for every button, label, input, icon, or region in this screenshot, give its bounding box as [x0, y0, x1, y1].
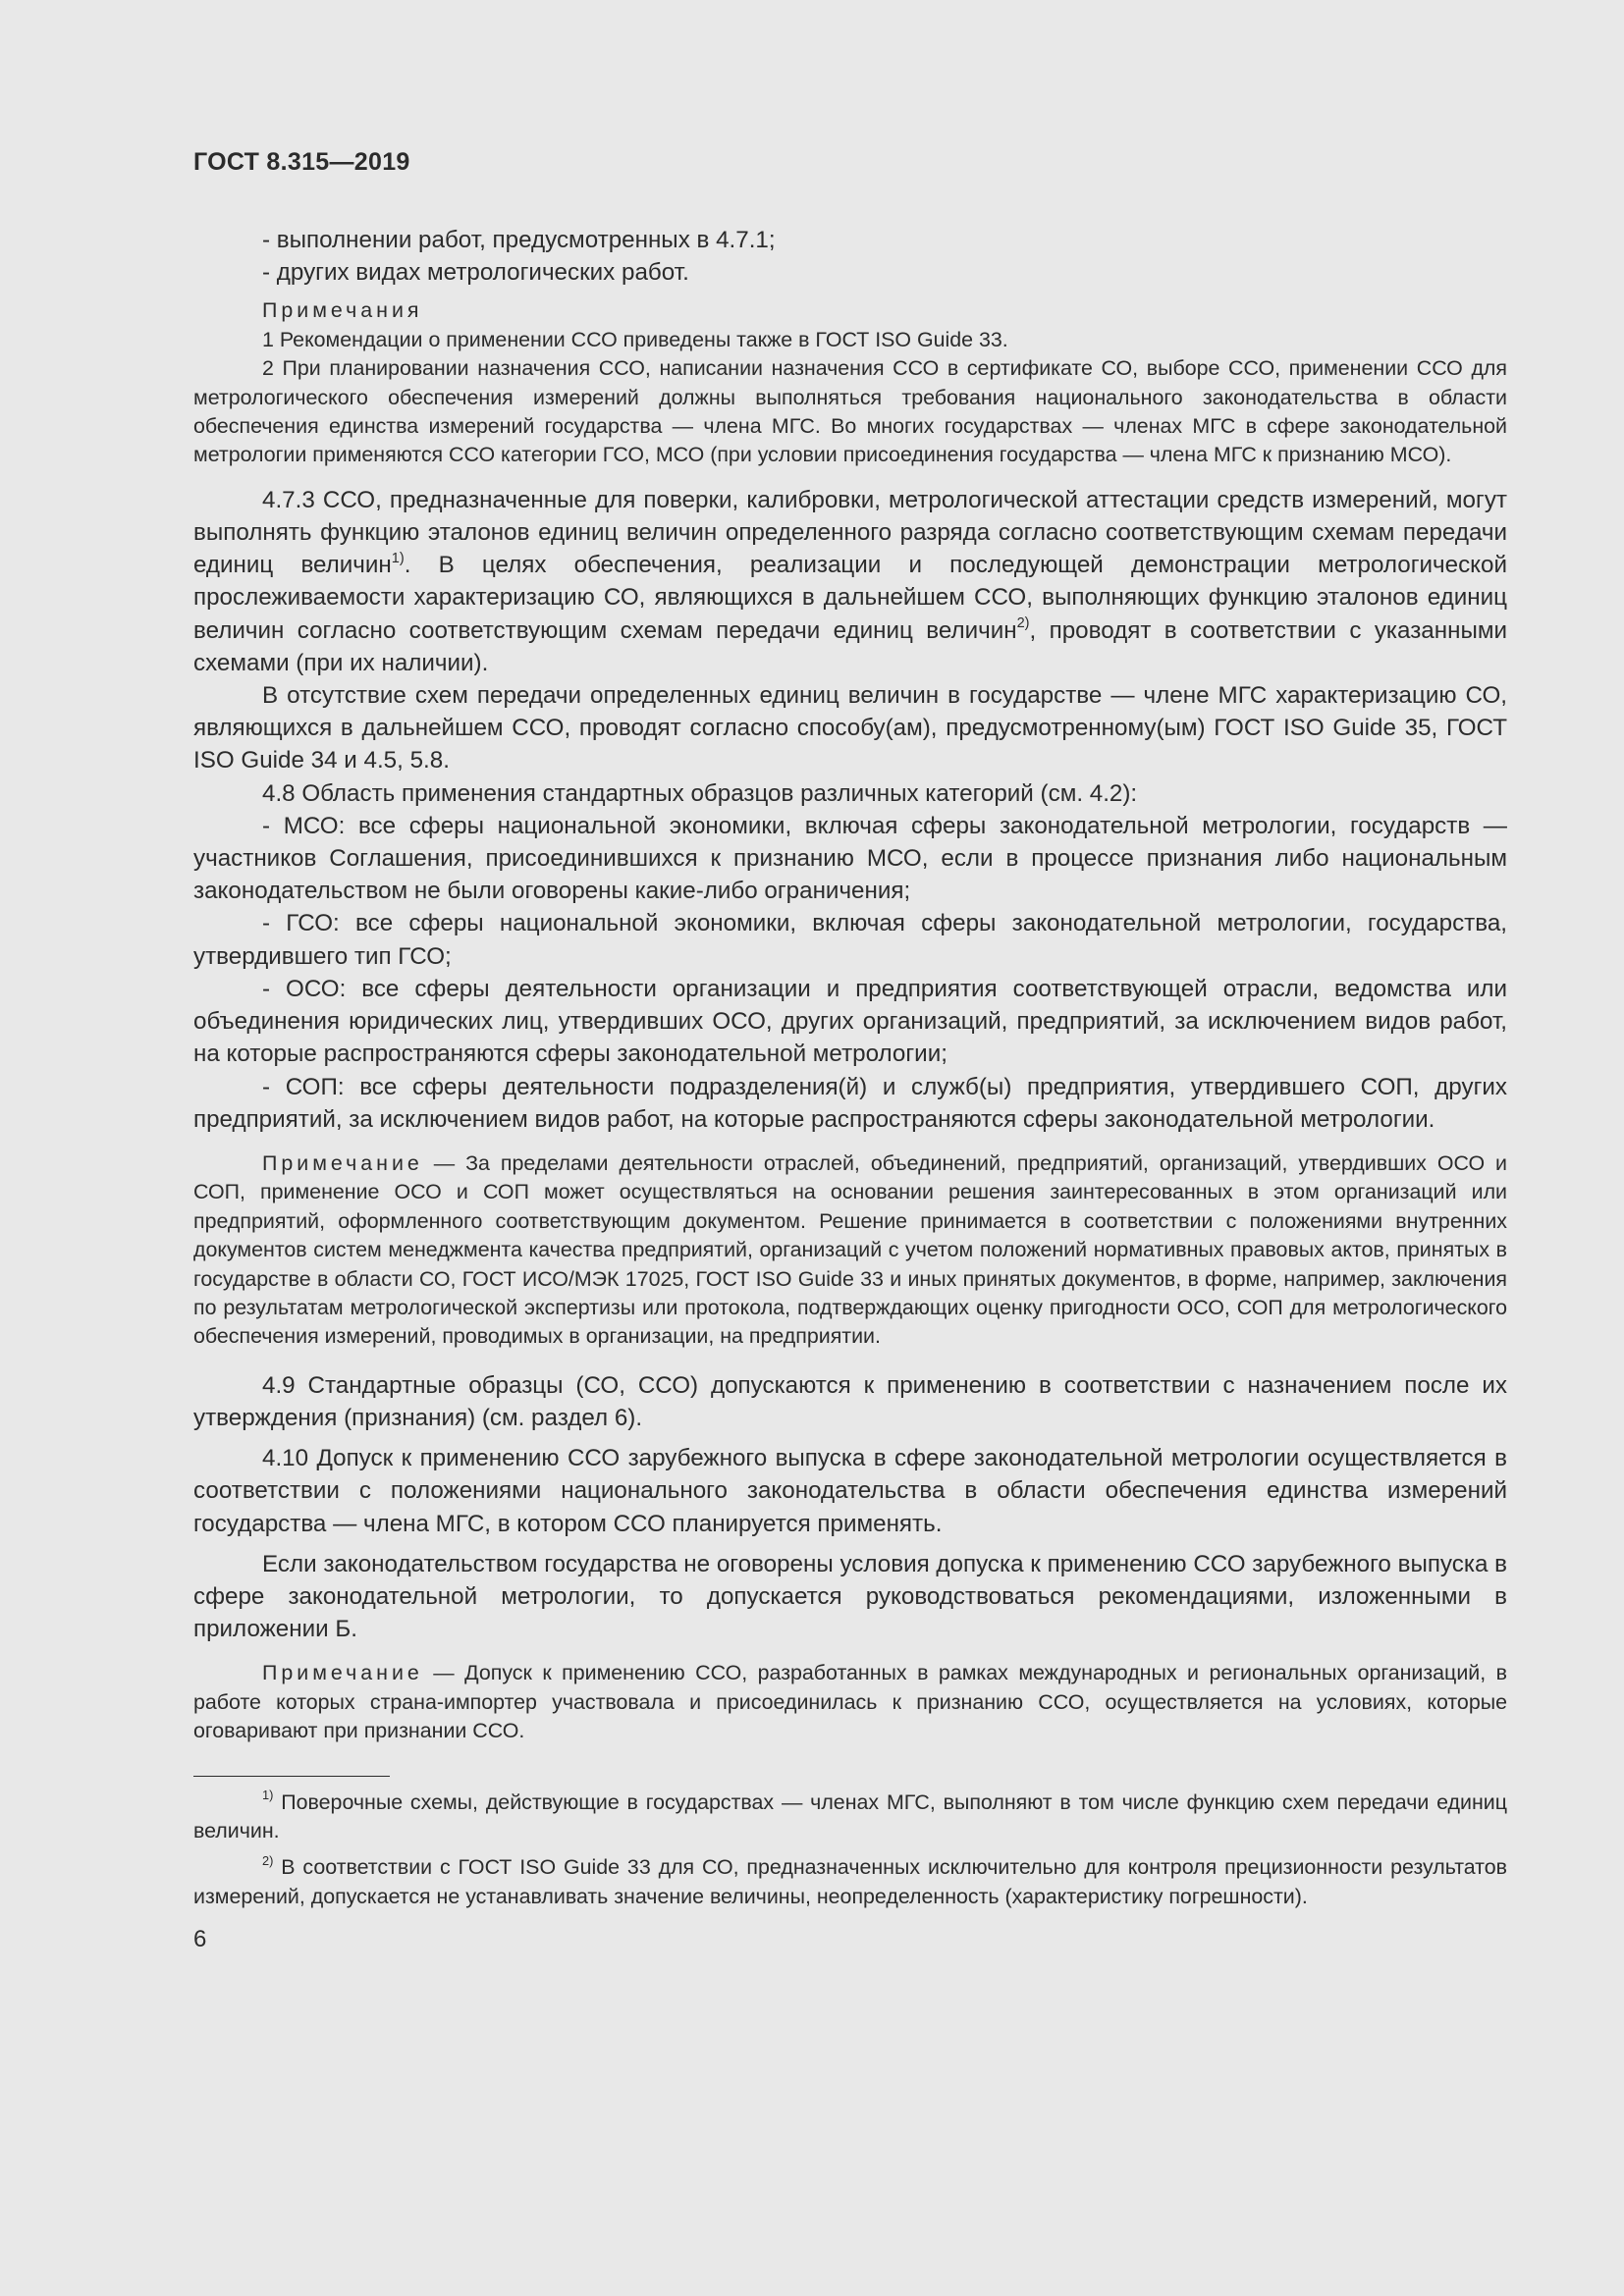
- footnote-2: [193, 1853, 1507, 1911]
- note-after-4-10: [193, 1659, 1507, 1745]
- paragraph-4-7-3-part-a: 4.7.3 ССО, предназначенные для поверки, калибровки, метрологической аттестации средств измерений, могут выполнять функцию эталонов единиц величин определенного разряда согласно соответствующим схемам передачи единиц величин: [193, 486, 1507, 579]
- paragraph-4-8: 4.8 Область применения стандартных образцов различных категорий (см. 4.2):: [262, 779, 1138, 807]
- footnote-1: [193, 1789, 1507, 1846]
- note-after-4-10-title: Примечание: [262, 1661, 423, 1685]
- footnote-1-text: Поверочные схемы, действующие в государствах — членах МГС, выполняют в том числе функцию схем передачи единиц величин.: [193, 1789, 1507, 1842]
- footnote-2-text: В соответствии с ГОСТ ISO Guide 33 для СО, предназначенных исключительно для контроля прецизионности результатов измерений, допускается не устанавливать значение величины, неопределенность (характеристику погрешности).: [193, 1855, 1507, 1908]
- note-2: 2 При планировании назначения ССО, написании назначения ССО в сертификате СО, выборе ССО, применении ССО для метрологического обеспечения измерений должны выполняться требования национального законодательства в области обеспечения единства измерений государства — члена МГС. Во многих государствах — членах МГС в сфере законодательной метрологии применяются ССО категории ГСО, МСО (при условии присоединения государства — члена МГС к признанию МСО).: [193, 356, 1507, 467]
- list-item-gso: - ГСО: все сферы национальной экономики, включая сферы законодательной метрологии, государства, утвердившего тип ГСО;: [193, 910, 1507, 970]
- footnote-ref-1: 1): [391, 550, 405, 566]
- footnote-1-mark: 1): [262, 1788, 274, 1803]
- note-after-4-8-title: Примечание: [262, 1150, 423, 1175]
- paragraph-4-7-3-part-c: , проводят в соответствии с указанными схемами (при их наличии).: [193, 616, 1507, 676]
- list-item-oso: - ОСО: все сферы деятельности организации и предприятия соответствующей отрасли, ведомства или объединения юридических лиц, утвердивших ОСО, других организаций, предприятий, за исключением видов работ, на которые распространяются сферы законодательной метрологии;: [193, 975, 1507, 1068]
- list-item-other-works: - других видах метрологических работ.: [262, 259, 689, 287]
- footnote-ref-2: 2): [1016, 615, 1030, 632]
- notes-title: Примечания: [262, 298, 423, 323]
- list-item-sop: - СОП: все сферы деятельности подразделения(й) и служб(ы) предприятия, утвердившего СОП, других предприятий, за исключением видов работ, на которые распространяются сферы законодательной метрологии.: [193, 1073, 1507, 1133]
- note-1: 1 Рекомендации о применении ССО приведены также в ГОСТ ISO Guide 33.: [262, 327, 1008, 351]
- paragraph-4-7-3: [193, 484, 1507, 679]
- list-item-mso: - МСО: все сферы национальной экономики, включая сферы законодательной метрологии, государств — участников Соглашения, присоединившихся к признанию МСО, если в процессе признания либо национальным законодательством не были оговорены какие-либо ограничения;: [193, 812, 1507, 905]
- footnote-divider: [193, 1776, 390, 1777]
- page-number: 6: [193, 1926, 207, 1953]
- page-content: [193, 224, 1507, 1954]
- paragraph-4-10: 4.10 Допуск к применению ССО зарубежного выпуска в сфере законодательной метрологии осуществляется в соответствии с положениями национального законодательства в области обеспечения единства измерений государства — члена МГС, в котором ССО планируется применять.: [193, 1445, 1507, 1537]
- paragraph-4-7-3-second: В отсутствие схем передачи определенных единиц величин в государстве — члене МГС характеризацию СО, являющихся в дальнейшем ССО, проводят согласно способу(ам), предусмотренному(ым) ГОСТ ISO Guide 35, ГОСТ ISO Guide 34 и 4.5, 5.8.: [193, 682, 1507, 774]
- footnote-2-mark: 2): [262, 1853, 274, 1868]
- paragraph-4-10-second: Если законодательством государства не оговорены условия допуска к применению ССО зарубежного выпуска в сфере законодательной метрологии, то допускается руководствоваться рекомендациями, изложенными в приложении Б.: [193, 1550, 1507, 1643]
- paragraph-4-9: 4.9 Стандартные образцы (СО, ССО) допускаются к применению в соответствии с назначением после их утверждения (признания) (см. раздел 6).: [193, 1371, 1507, 1431]
- list-item-works: - выполнении работ, предусмотренных в 4.7.1;: [262, 227, 776, 253]
- note-after-4-8-text: — За пределами деятельности отраслей, объединений, предприятий, организаций, утвердивших ОСО и СОП, применение ОСО и СОП может осуществляться на основании решения заинтересованных в этом организаций или предприятий, оформленного соответствующим документом. Решение принимается в соответствии с положениями внутренних документов систем менеджмента качества предприятий, организаций с учетом положений нормативных правовых актов, принятых в государстве в области СО, ГОСТ ИСО/МЭК 17025, ГОСТ ISO Guide 33 и иных принятых документов, в форме, например, заключения по результатам метрологической экспертизы или протокола, подтверждающих оценку пригодности ОСО, СОП для метрологического обеспечения измерений, проводимых в организации, на предприятии.: [193, 1150, 1507, 1349]
- note-after-4-8: [193, 1149, 1507, 1352]
- document-code-header: ГОСТ 8.315—2019: [193, 148, 410, 176]
- paragraph-4-7-3-part-b: . В целях обеспечения, реализации и последующей демонстрации метрологической прослеживаемости характеризацию СО, являющихся в дальнейшем ССО, выполняющих функцию эталонов единиц величин согласно соответствующим схемам передачи единиц величин: [193, 552, 1507, 644]
- note-after-4-10-text: — Допуск к применению ССО, разработанных в рамках международных и региональных организаций, в работе которых страна-импортер участвовала и присоединилась к признанию ССО, осуществляется на условиях, которые оговаривают при признании ССО.: [193, 1661, 1507, 1743]
